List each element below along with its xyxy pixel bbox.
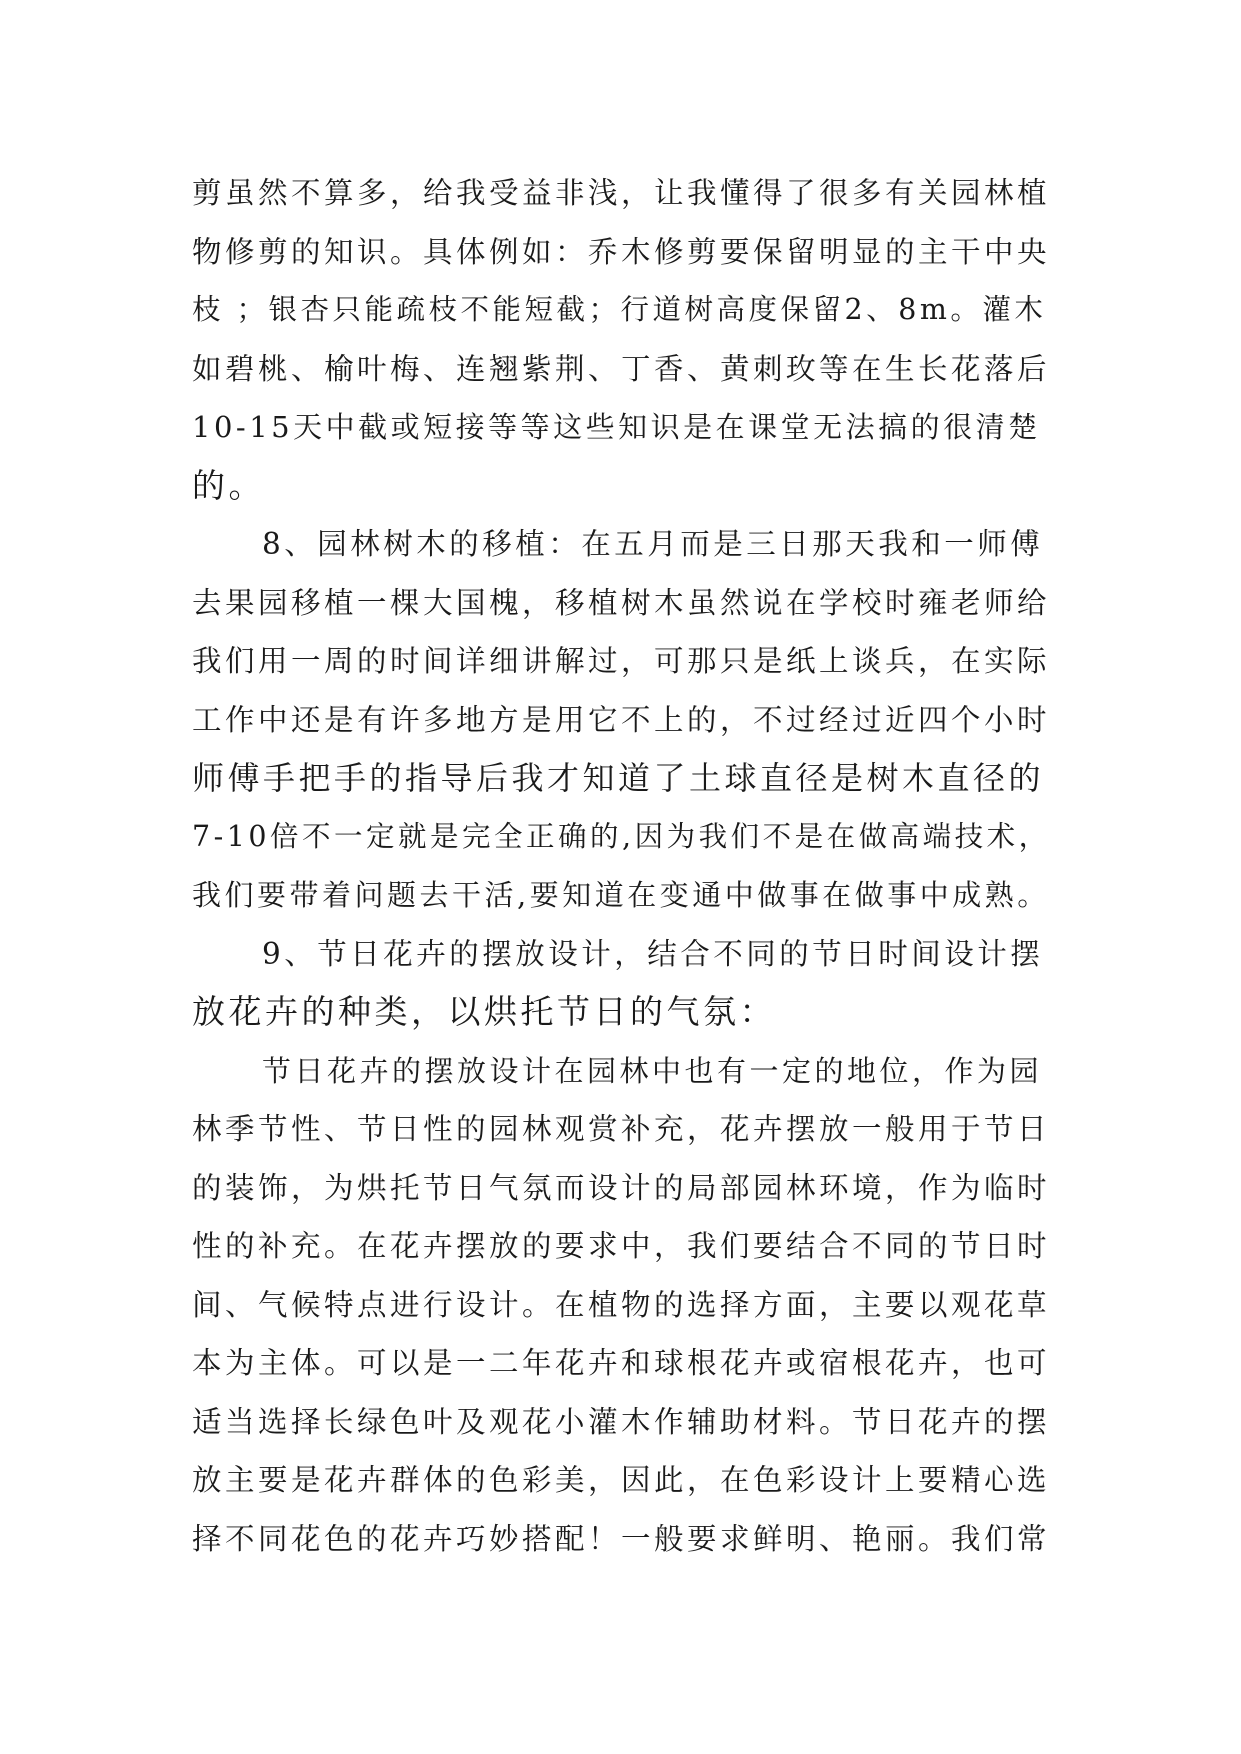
- text-line: 间、气候特点进行设计。在植物的选择方面，主要以观花草: [192, 1287, 1051, 1322]
- text-line: 的装饰，为烘托节日气氛而设计的局部园林环境，作为临时: [192, 1170, 1051, 1205]
- text-line: 择不同花色的花卉巧妙搭配！一般要求鲜明、艳丽。我们常: [192, 1521, 1051, 1556]
- text-line: 8、园林树木的移植：在五月而是三日那天我和一师傅: [262, 527, 1044, 561]
- text-line: 物修剪的知识。具体例如：乔木修剪要保留明显的主干中央: [192, 234, 1051, 269]
- body-text: [192, 164, 1052, 1568]
- text-line: 林季节性、节日性的园林观赏补充，花卉摆放一般用于节日: [192, 1112, 1051, 1146]
- text-line: 工作中还是有许多地方是用它不上的，不过经过近四个小时: [192, 702, 1051, 737]
- text-line: 剪虽然不算多，给我受益非浅，让我懂得了很多有关园林植: [192, 176, 1051, 210]
- text-line: 放主要是花卉群体的色彩美，因此，在色彩设计上要精心选: [192, 1463, 1051, 1497]
- text-line: 我们要带着问题去干活,要知道在变通中做事在做事中成熟。: [192, 878, 1050, 912]
- text-line: 7-10倍不一定就是完全正确的,因为我们不是在做高端技术，: [192, 819, 1051, 853]
- text-line: 10-15天中截或短接等等这些知识是在课堂无法搞的很清楚: [192, 410, 1041, 444]
- text-line: 本为主体。可以是一二年花卉和球根花卉或宿根花卉，也可: [192, 1346, 1051, 1380]
- text-line: 放花卉的种类，以烘托节日的气氛：: [192, 992, 776, 1031]
- text-line: 去果园移植一棵大国槐，移植树木虽然说在学校时雍老师给: [192, 585, 1051, 620]
- text-line: 师傅手把手的指导后我才知道了土球直径是树木直径的: [192, 759, 1045, 797]
- text-line: 性的补充。在花卉摆放的要求中，我们要结合不同的节日时: [192, 1229, 1051, 1263]
- text-line: 9、节日花卉的摆放设计，结合不同的节日时间设计摆: [262, 936, 1044, 971]
- text-line: 枝 ；银杏只能疏枝不能短截；行道树高度保留2、8m。灌木: [192, 293, 1047, 326]
- text-line: 的。: [192, 465, 265, 505]
- text-line: 如碧桃、榆叶梅、连翘紫荆、丁香、黄刺玫等在生长花落后: [192, 351, 1051, 386]
- text-line: 适当选择长绿色叶及观花小灌木作辅助材料。节日花卉的摆: [192, 1404, 1051, 1439]
- text-line: 节日花卉的摆放设计在园林中也有一定的地位，作为园: [262, 1053, 1043, 1088]
- text-line: 我们用一周的时间详细讲解过，可那只是纸上谈兵，在实际: [192, 644, 1051, 678]
